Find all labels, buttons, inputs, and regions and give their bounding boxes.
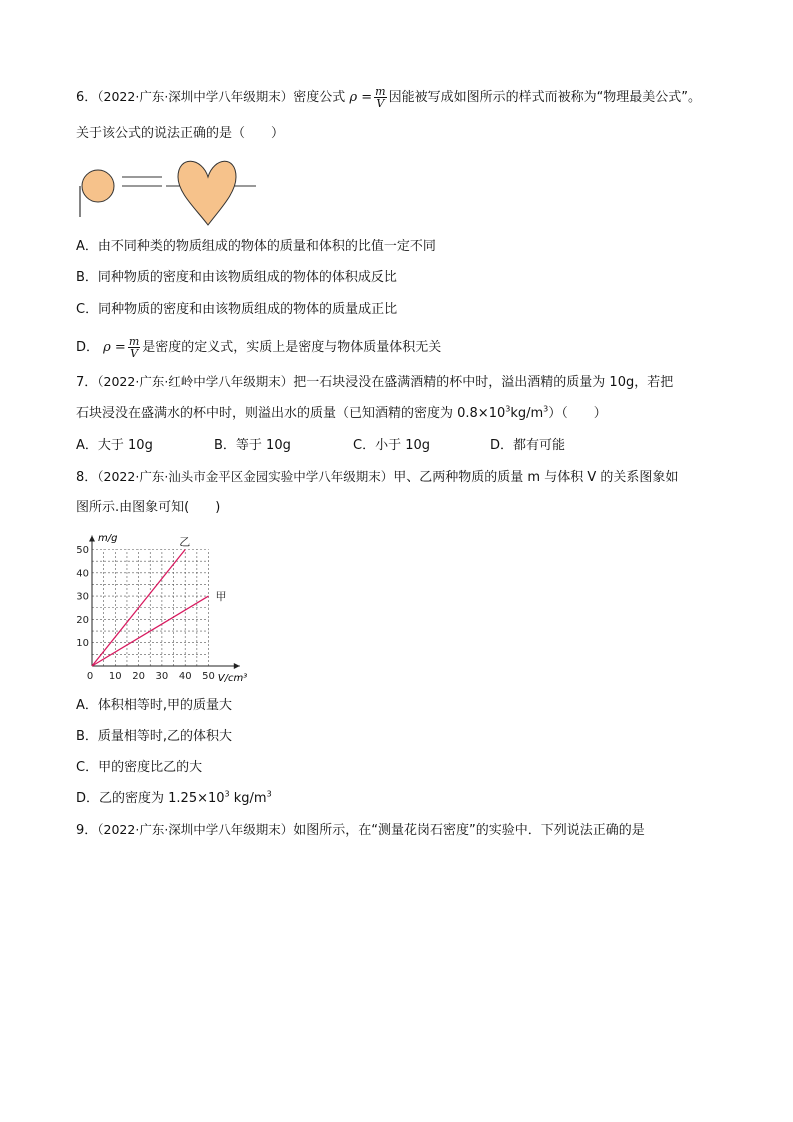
y-tick-label: 20: [76, 614, 89, 626]
x-tick-label: 30: [155, 671, 169, 682]
y-tick-label: 30: [76, 591, 89, 603]
x-tick-label: 50: [202, 671, 215, 682]
q6-source: （2022·广东·深圳中学八年级期末）: [97, 89, 294, 104]
q6-option-a: A．由不同种类的物质组成的物体的质量和体积的比值一定不同: [76, 239, 436, 254]
q8-option-d-unit: kg/m: [229, 791, 267, 806]
q6-option-d-label: D．: [76, 340, 100, 355]
q6-option-d-frac-num: m: [128, 335, 140, 348]
heart-shape: [178, 161, 236, 225]
q8-option-a: A．体积相等时,甲的质量大: [76, 698, 233, 713]
chart-y-axis-label: m/g: [98, 533, 118, 544]
q7-option-d: D．都有可能: [490, 438, 566, 453]
q7-option-a: A．大于 10g: [76, 438, 153, 453]
q8-source: （2022·广东·汕头市金平区金园实验中学八年级期末）: [97, 469, 394, 484]
q6-formula-fraction: [374, 86, 386, 109]
q9-stem-line-1: [76, 820, 645, 841]
chart-y-axis-arrow: [89, 536, 95, 542]
q8-option-b: B．质量相等时,乙的体积大: [76, 729, 233, 744]
y-tick-label: 50: [76, 545, 89, 556]
q6-number: 6．: [76, 90, 98, 105]
x-tick-label: 40: [178, 671, 192, 682]
q6-formula-lhs: ρ =: [349, 90, 373, 105]
chart-x-axis-arrow: [234, 663, 240, 669]
y-tick-label: 40: [76, 568, 89, 580]
q6-frac-den: V: [376, 97, 385, 110]
q7-stem-b2: kg/m: [510, 406, 544, 421]
q8-stem-line-1: [76, 467, 678, 488]
q6-stem-line-2: 关于该公式的说法正确的是（ ）: [76, 126, 285, 141]
chart-y-tick-labels: [76, 545, 89, 649]
series-label-甲: 甲: [215, 590, 227, 604]
q7-stem-line-1: [76, 372, 673, 393]
q9-number: 9．: [76, 823, 98, 838]
q6-option-d-fraction: [128, 336, 140, 359]
q6-option-c: C．同种物质的密度和由该物质组成的物体的质量成正比: [76, 302, 398, 317]
y-tick-label: 10: [76, 638, 89, 650]
q6-frac-num: m: [375, 85, 386, 98]
q6-beauty-formula-figure: [74, 155, 264, 230]
q7-source: （2022·广东·红岭中学八年级期末）: [97, 374, 294, 389]
q8-option-c: C．甲的密度比乙的大: [76, 760, 203, 775]
q6-option-d-text: 是密度的定义式，实质上是密度与物体质量体积无关: [142, 340, 442, 355]
q7-option-b: B．等于 10g: [214, 438, 291, 453]
q7-number: 7．: [76, 375, 98, 390]
q6-option-b: B．同种物质的密度和由该物质组成的物体的体积成反比: [76, 270, 397, 285]
q8-option-d-sup2: 3: [266, 789, 272, 799]
q8-option-d-sup1: 3: [224, 789, 230, 799]
x-tick-label: 0: [86, 671, 94, 682]
q6-option-d-formula-lhs: ρ =: [103, 340, 126, 355]
chart-x-axis-label: V/cm³: [217, 673, 248, 684]
chart-grid: [92, 550, 209, 667]
rho-circle-shape: [82, 170, 114, 202]
chart-series: [92, 536, 227, 667]
q7-stem-sup2: 3: [543, 404, 549, 414]
q8-mass-volume-chart: [70, 530, 270, 690]
x-tick-label: 10: [108, 671, 122, 682]
q9-stem: 如图所示，在“测量花岗石密度”的实验中．下列说法正确的是: [293, 823, 645, 838]
x-tick-label: 20: [132, 671, 145, 682]
series-label-乙: 乙: [179, 535, 191, 549]
q7-stem-a: 把一石块浸没在盛满酒精的杯中时，溢出酒精的质量为 10g，若把: [293, 375, 674, 390]
q8-option-d-text: D．乙的密度为 1.25×10: [76, 791, 225, 806]
q7-option-c: C．小于 10g: [353, 438, 431, 453]
q6-option-d-frac-den: V: [130, 347, 139, 360]
q8-option-d: [76, 789, 272, 809]
q9-source: （2022·广东·深圳中学八年级期末）: [97, 822, 294, 837]
q6-stem-b: 因能被写成如图所示的样式而被称为“物理最美公式”。: [388, 90, 702, 105]
q6-stem-line-1: [76, 86, 701, 109]
q7-stem-line-2: [76, 404, 607, 424]
chart-x-tick-labels: [87, 671, 215, 682]
q6-stem-a: 密度公式: [293, 90, 346, 105]
q8-number: 8．: [76, 470, 98, 485]
q8-stem-a: 甲、乙两种物质的质量 m 与体积 V 的关系图象如: [393, 470, 679, 485]
q7-stem-b3: ）（ ）: [548, 406, 607, 421]
q6-option-d: [76, 336, 441, 359]
q7-stem-sup1: 3: [505, 404, 511, 414]
q7-stem-b1: 石块浸没在盛满水的杯中时，则溢出水的质量（已知酒精的密度为 0.8×10: [76, 406, 506, 421]
q8-stem-line-2: 图所示.由图象可知( ): [76, 500, 221, 515]
